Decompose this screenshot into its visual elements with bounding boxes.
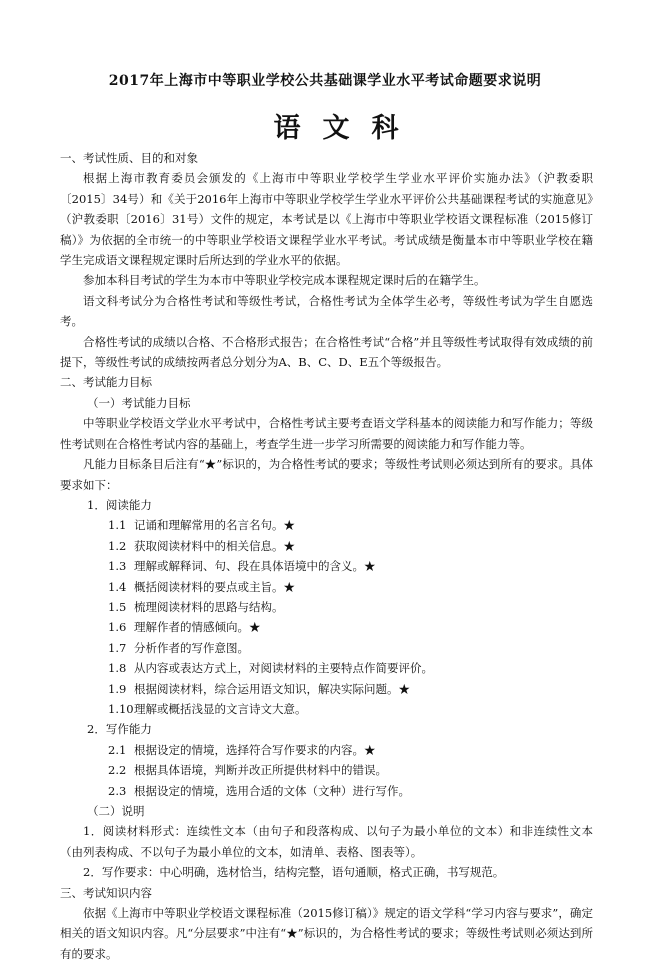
section-2-paragraph: 中等职业学校语文学业水平考试中，合格性考试主要考查语文学科基本的阅读能力和写作能力；等级性考试则在合格性考试内容的基础上，考查学生进一步学习所需要的阅读能力和写作能力等。 [60,416,593,451]
list-item: 2.3 根据设定的情境，选用合适的文体（文种）进行写作。 [108,783,410,798]
list-item: 1.7 分析作者的写作意图。 [108,640,249,655]
section-3-heading: 三、考试知识内容 [60,885,152,900]
list-item: 1.5 梳理阅读材料的思路与结构。 [108,599,284,614]
section-2-heading: 二、考试能力目标 [60,375,152,390]
section-1-paragraph: 根据上海市教育委员会颁发的《上海市中等职业学校学生学业水平评价实施办法》（沪教委职〔2015〕34号）和《关于2016年上海市中等职业学校学生学业水平评价公共基础课程考试的实施意见》（沪教委职〔2016〕31号）文件的规定，本考试是以《上海市中等职业学校语文课程标准（2015修订稿）》为依据的全市统一的中等职业学校语文课程学业水平考试。考试成绩是衡量本市中等职业学校在籍学生完成语文课程规定课时后所达到的学业水平的依据。 [60,171,593,268]
list-item: 1.8 从内容或表达方式上，对阅读材料的主要特点作简要评价。 [108,661,433,676]
list-item: 2.2 根据具体语境，判断并改正所提供材料中的错误。 [108,763,387,778]
section-1-paragraph: 参加本科目考试的学生为本市中等职业学校完成本课程规定课时后的在籍学生。 [83,273,486,288]
note-paragraph: 2．写作要求：中心明确，选材恰当，结构完整，语句通顺，格式正确，书写规范。 [83,865,505,880]
document-body [60,148,593,964]
document-title: 2017年上海市中等职业学校公共基础课学业水平考试命题要求说明 [108,73,542,89]
list-item: 1.9 根据阅读材料，综合运用语文知识，解决实际问题。★ [108,681,410,696]
section-2-paragraph: 凡能力目标条目后注有“★”标识的，为合格性考试的要求；等级性考试则必须达到所有的要求。具体要求如下： [60,457,593,492]
subject-title: 语文科 [273,113,421,144]
list-item: 1.2 获取阅读材料中的相关信息。★ [108,538,295,553]
subsection-heading: （一）考试能力目标 [87,395,191,410]
note-paragraph: 1．阅读材料形式：连续性文本（由句子和段落构成、以句子为最小单位的文本）和非连续性文本（由列表构成、不以句子为最小单位的文本，如清单、表格、图表等）。 [60,824,593,859]
list-item: 1.3 理解或解释词、句、段在具体语境中的含义。★ [108,559,376,574]
section-1-heading: 一、考试性质、目的和对象 [60,151,198,165]
list-item: 2.1 根据设定的情境，选择符合写作要求的内容。★ [108,742,376,757]
list-item: 1.6 理解作者的情感倾向。★ [108,620,261,635]
writing-ability-list [60,740,593,801]
writing-ability-heading: 2．写作能力 [87,722,152,737]
section-3-paragraph: 依据《上海市中等职业学校语文课程标准（2015修订稿）》规定的语文学科“学习内容与要求”，确定相关的语文知识内容。凡“分层要求”中注有“★”标识的，为合格性考试的要求；等级性考试则必须达到所有的要求。 [60,906,593,961]
list-item: 1.4 概括阅读材料的要点或主旨。★ [108,579,295,594]
section-1-paragraph: 合格性考试的成绩以合格、不合格形式报告；在合格性考试“合格”并且等级性考试取得有效成绩的前提下，等级性考试的成绩按两者总分划分为A、B、C、D、E五个等级报告。 [60,334,593,370]
reading-ability-heading: 1．阅读能力 [87,497,152,512]
list-item: 1.10 理解或概括浅显的文言诗文大意。 [108,701,307,716]
reading-ability-list [60,515,593,719]
list-item: 1.1 记诵和理解常用的名言名句。★ [108,518,295,533]
subsection-heading: （二）说明 [87,804,145,818]
section-1-paragraph: 语文科考试分为合格性考试和等级性考试，合格性考试为全体学生必考，等级性考试为学生自愿选考。 [60,293,593,329]
